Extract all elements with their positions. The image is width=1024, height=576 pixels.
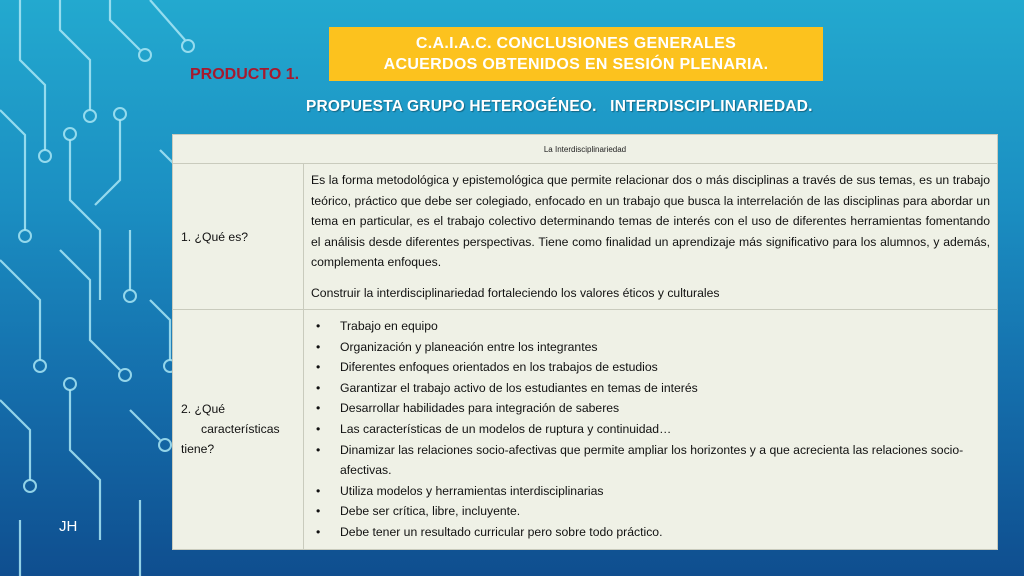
question-cell xyxy=(173,310,304,550)
list-item: • Organización y planeación entre los integrantes xyxy=(311,337,990,358)
subtitle: PROPUESTA GRUPO HETEROGÉNEO. INTERDISCIPLINARIEDAD. xyxy=(306,98,813,115)
question-cell: 1. ¿Qué es? xyxy=(173,164,304,310)
characteristics-list xyxy=(311,316,990,543)
table-row xyxy=(173,164,998,310)
answer-paragraph: Es la forma metodológica y epistemológica que permite relacionar dos o más disciplinas a través de sus temas, es un trabajo teórico, práctico que debe ser colegiado, enfocado en un trabajo que busca la interrelación de las disciplinas para abordar un tema en particular, es el trabajo colectivo determinando temas de interés con el uso de diferentes herramientas fomentando el análisis desde diferentes perspectivas. Tiene como finalidad un aprendizaje más significativo para los alumnos, y además, complementa enfoques. xyxy=(311,173,990,269)
title-banner xyxy=(329,27,823,81)
list-item: • Trabajo en equipo xyxy=(311,316,990,337)
answer-cell xyxy=(304,310,998,550)
list-item: • Debe ser crítica, libre, incluyente. xyxy=(311,501,990,522)
list-item: • Dinamizar las relaciones socio-afectivas que permite ampliar los horizontes y a que acrecienta las relaciones socio-afectivas. xyxy=(311,440,990,481)
question-line: 2. ¿Qué xyxy=(181,402,226,417)
author-initials: JH xyxy=(59,518,78,535)
table-heading: La Interdisciplinariedad xyxy=(173,135,998,164)
list-item: • Garantizar el trabajo activo de los estudiantes en temas de interés xyxy=(311,378,990,399)
list-item: • Las características de un modelos de ruptura y continuidad… xyxy=(311,419,990,440)
producto-label: PRODUCTO 1. xyxy=(190,66,300,83)
title-line-1: C.A.I.A.C. CONCLUSIONES GENERALES xyxy=(415,35,737,52)
question-line: tiene? xyxy=(181,442,215,457)
content-table xyxy=(172,134,998,550)
answer-cell xyxy=(304,164,998,310)
list-item: • Diferentes enfoques orientados en los trabajos de estudios xyxy=(311,357,990,378)
table-row xyxy=(173,310,998,550)
list-item: • Utiliza modelos y herramientas interdisciplinarias xyxy=(311,481,990,502)
list-item: • Debe tener un resultado curricular pero sobre todo práctico. xyxy=(311,522,990,543)
question-line: características xyxy=(201,422,280,437)
answer-paragraph: Construir la interdisciplinariedad fortaleciendo los valores éticos y culturales xyxy=(311,285,720,300)
list-item: • Desarrollar habilidades para integración de saberes xyxy=(311,398,990,419)
title-line-2: ACUERDOS OBTENIDOS EN SESIÓN PLENARIA. xyxy=(383,56,769,73)
